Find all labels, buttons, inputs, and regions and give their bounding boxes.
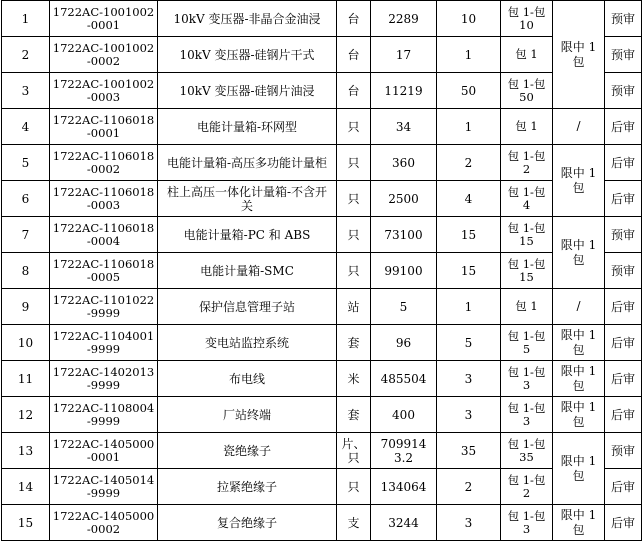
item-unit: 套 bbox=[337, 325, 371, 361]
item-quantity: 485504 bbox=[371, 361, 437, 397]
audit-type: 后审 bbox=[605, 469, 642, 505]
row-number: 10 bbox=[2, 325, 50, 361]
table-row bbox=[2, 397, 642, 433]
row-number: 12 bbox=[2, 397, 50, 433]
item-unit: 站 bbox=[337, 289, 371, 325]
item-name: 10kV 变压器-硅钢片干式 bbox=[158, 37, 337, 73]
item-unit: 只 bbox=[337, 469, 371, 505]
audit-type: 后审 bbox=[605, 397, 642, 433]
row-number: 6 bbox=[2, 181, 50, 217]
package-limit: 限中 1 包 bbox=[553, 433, 605, 505]
item-code: 1722AC-1106018-0004 bbox=[50, 217, 158, 253]
item-name: 电能计量箱-SMC bbox=[158, 253, 337, 289]
audit-type: 后审 bbox=[605, 289, 642, 325]
item-packages: 包 1 bbox=[501, 109, 553, 145]
item-min-quantity: 5 bbox=[437, 325, 501, 361]
table-row bbox=[2, 73, 642, 109]
item-packages: 包 1-包 50 bbox=[501, 73, 553, 109]
audit-type: 后审 bbox=[605, 145, 642, 181]
item-name: 复合绝缘子 bbox=[158, 505, 337, 541]
item-code: 1722AC-1101022-9999 bbox=[50, 289, 158, 325]
item-quantity: 96 bbox=[371, 325, 437, 361]
item-unit: 套 bbox=[337, 397, 371, 433]
item-packages: 包 1-包 5 bbox=[501, 325, 553, 361]
item-code: 1722AC-1106018-0001 bbox=[50, 109, 158, 145]
item-min-quantity: 2 bbox=[437, 469, 501, 505]
audit-type: 预审 bbox=[605, 217, 642, 253]
table-row bbox=[2, 145, 642, 181]
package-limit: 限中 1 包 bbox=[553, 1, 605, 109]
item-min-quantity: 2 bbox=[437, 145, 501, 181]
audit-type: 预审 bbox=[605, 73, 642, 109]
table-row bbox=[2, 253, 642, 289]
item-code: 1722AC-1402013-9999 bbox=[50, 361, 158, 397]
item-code: 1722AC-1106018-0002 bbox=[50, 145, 158, 181]
table-row bbox=[2, 433, 642, 469]
item-quantity: 2500 bbox=[371, 181, 437, 217]
audit-type: 后审 bbox=[605, 505, 642, 541]
item-unit: 台 bbox=[337, 37, 371, 73]
row-number: 8 bbox=[2, 253, 50, 289]
item-unit: 只 bbox=[337, 217, 371, 253]
row-number: 11 bbox=[2, 361, 50, 397]
table-row bbox=[2, 325, 642, 361]
item-packages: 包 1 bbox=[501, 37, 553, 73]
item-min-quantity: 3 bbox=[437, 505, 501, 541]
item-unit: 只 bbox=[337, 253, 371, 289]
item-name: 瓷绝缘子 bbox=[158, 433, 337, 469]
item-name: 柱上高压一体化计量箱-不含开关 bbox=[158, 181, 337, 217]
audit-type: 预审 bbox=[605, 433, 642, 469]
item-min-quantity: 1 bbox=[437, 109, 501, 145]
audit-type: 后审 bbox=[605, 325, 642, 361]
item-code: 1722AC-1001002-0001 bbox=[50, 1, 158, 37]
item-quantity: 709914 3.2 bbox=[371, 433, 437, 469]
package-limit: 限中 1 包 bbox=[553, 505, 605, 541]
item-code: 1722AC-1108004-9999 bbox=[50, 397, 158, 433]
item-min-quantity: 3 bbox=[437, 361, 501, 397]
item-packages: 包 1-包 2 bbox=[501, 145, 553, 181]
item-packages: 包 1-包 3 bbox=[501, 397, 553, 433]
bid-items-table bbox=[1, 0, 642, 541]
item-code: 1722AC-1001002-0002 bbox=[50, 37, 158, 73]
item-min-quantity: 1 bbox=[437, 37, 501, 73]
item-unit: 支 bbox=[337, 505, 371, 541]
package-limit: 限中 1 包 bbox=[553, 145, 605, 217]
item-quantity: 2289 bbox=[371, 1, 437, 37]
row-number: 15 bbox=[2, 505, 50, 541]
item-unit: 片、只 bbox=[337, 433, 371, 469]
table-row bbox=[2, 505, 642, 541]
item-code: 1722AC-1001002-0003 bbox=[50, 73, 158, 109]
package-limit: 限中 1 包 bbox=[553, 361, 605, 397]
item-code: 1722AC-1405014-9999 bbox=[50, 469, 158, 505]
table-row bbox=[2, 109, 642, 145]
table-row bbox=[2, 37, 642, 73]
item-min-quantity: 1 bbox=[437, 289, 501, 325]
item-quantity: 73100 bbox=[371, 217, 437, 253]
package-limit: / bbox=[553, 109, 605, 145]
item-quantity: 400 bbox=[371, 397, 437, 433]
item-name: 厂站终端 bbox=[158, 397, 337, 433]
package-limit: 限中 1 包 bbox=[553, 217, 605, 289]
item-packages: 包 1-包 15 bbox=[501, 217, 553, 253]
item-min-quantity: 3 bbox=[437, 397, 501, 433]
item-min-quantity: 15 bbox=[437, 217, 501, 253]
item-name: 保护信息管理子站 bbox=[158, 289, 337, 325]
item-min-quantity: 4 bbox=[437, 181, 501, 217]
item-name: 电能计量箱-高压多功能计量柜 bbox=[158, 145, 337, 181]
audit-type: 后审 bbox=[605, 181, 642, 217]
item-packages: 包 1-包 15 bbox=[501, 253, 553, 289]
item-code: 1722AC-1106018-0003 bbox=[50, 181, 158, 217]
row-number: 9 bbox=[2, 289, 50, 325]
table-row bbox=[2, 289, 642, 325]
item-name: 电能计量箱-PC 和 ABS bbox=[158, 217, 337, 253]
item-unit: 米 bbox=[337, 361, 371, 397]
item-quantity: 5 bbox=[371, 289, 437, 325]
row-number: 1 bbox=[2, 1, 50, 37]
table-row bbox=[2, 181, 642, 217]
package-limit: / bbox=[553, 289, 605, 325]
item-packages: 包 1-包 2 bbox=[501, 469, 553, 505]
row-number: 3 bbox=[2, 73, 50, 109]
item-name: 变电站监控系统 bbox=[158, 325, 337, 361]
row-number: 2 bbox=[2, 37, 50, 73]
audit-type: 后审 bbox=[605, 361, 642, 397]
row-number: 14 bbox=[2, 469, 50, 505]
item-min-quantity: 10 bbox=[437, 1, 501, 37]
row-number: 13 bbox=[2, 433, 50, 469]
item-min-quantity: 15 bbox=[437, 253, 501, 289]
item-packages: 包 1-包 10 bbox=[501, 1, 553, 37]
item-code: 1722AC-1106018-0005 bbox=[50, 253, 158, 289]
item-packages: 包 1-包 3 bbox=[501, 505, 553, 541]
row-number: 4 bbox=[2, 109, 50, 145]
item-code: 1722AC-1405000-0001 bbox=[50, 433, 158, 469]
table-row bbox=[2, 469, 642, 505]
item-quantity: 3244 bbox=[371, 505, 437, 541]
table-row bbox=[2, 1, 642, 37]
package-limit: 限中 1 包 bbox=[553, 325, 605, 361]
item-quantity: 17 bbox=[371, 37, 437, 73]
item-min-quantity: 35 bbox=[437, 433, 501, 469]
item-name: 10kV 变压器-硅钢片油浸 bbox=[158, 73, 337, 109]
audit-type: 预审 bbox=[605, 253, 642, 289]
table-row bbox=[2, 361, 642, 397]
item-unit: 台 bbox=[337, 73, 371, 109]
item-quantity: 99100 bbox=[371, 253, 437, 289]
item-quantity: 134064 bbox=[371, 469, 437, 505]
item-quantity: 34 bbox=[371, 109, 437, 145]
item-code: 1722AC-1405000-0002 bbox=[50, 505, 158, 541]
item-unit: 只 bbox=[337, 109, 371, 145]
item-code: 1722AC-1104001-9999 bbox=[50, 325, 158, 361]
item-packages: 包 1-包 3 bbox=[501, 361, 553, 397]
item-unit: 只 bbox=[337, 145, 371, 181]
item-quantity: 11219 bbox=[371, 73, 437, 109]
item-name: 拉紧绝缘子 bbox=[158, 469, 337, 505]
audit-type: 预审 bbox=[605, 1, 642, 37]
item-unit: 台 bbox=[337, 1, 371, 37]
item-packages: 包 1 bbox=[501, 289, 553, 325]
table-row bbox=[2, 217, 642, 253]
item-name: 布电线 bbox=[158, 361, 337, 397]
item-name: 电能计量箱-环网型 bbox=[158, 109, 337, 145]
item-quantity: 360 bbox=[371, 145, 437, 181]
item-unit: 只 bbox=[337, 181, 371, 217]
audit-type: 后审 bbox=[605, 109, 642, 145]
package-limit: 限中 1 包 bbox=[553, 397, 605, 433]
row-number: 7 bbox=[2, 217, 50, 253]
item-name: 10kV 变压器-非晶合金油浸 bbox=[158, 1, 337, 37]
row-number: 5 bbox=[2, 145, 50, 181]
audit-type: 预审 bbox=[605, 37, 642, 73]
item-packages: 包 1-包 4 bbox=[501, 181, 553, 217]
item-min-quantity: 50 bbox=[437, 73, 501, 109]
item-packages: 包 1-包 35 bbox=[501, 433, 553, 469]
